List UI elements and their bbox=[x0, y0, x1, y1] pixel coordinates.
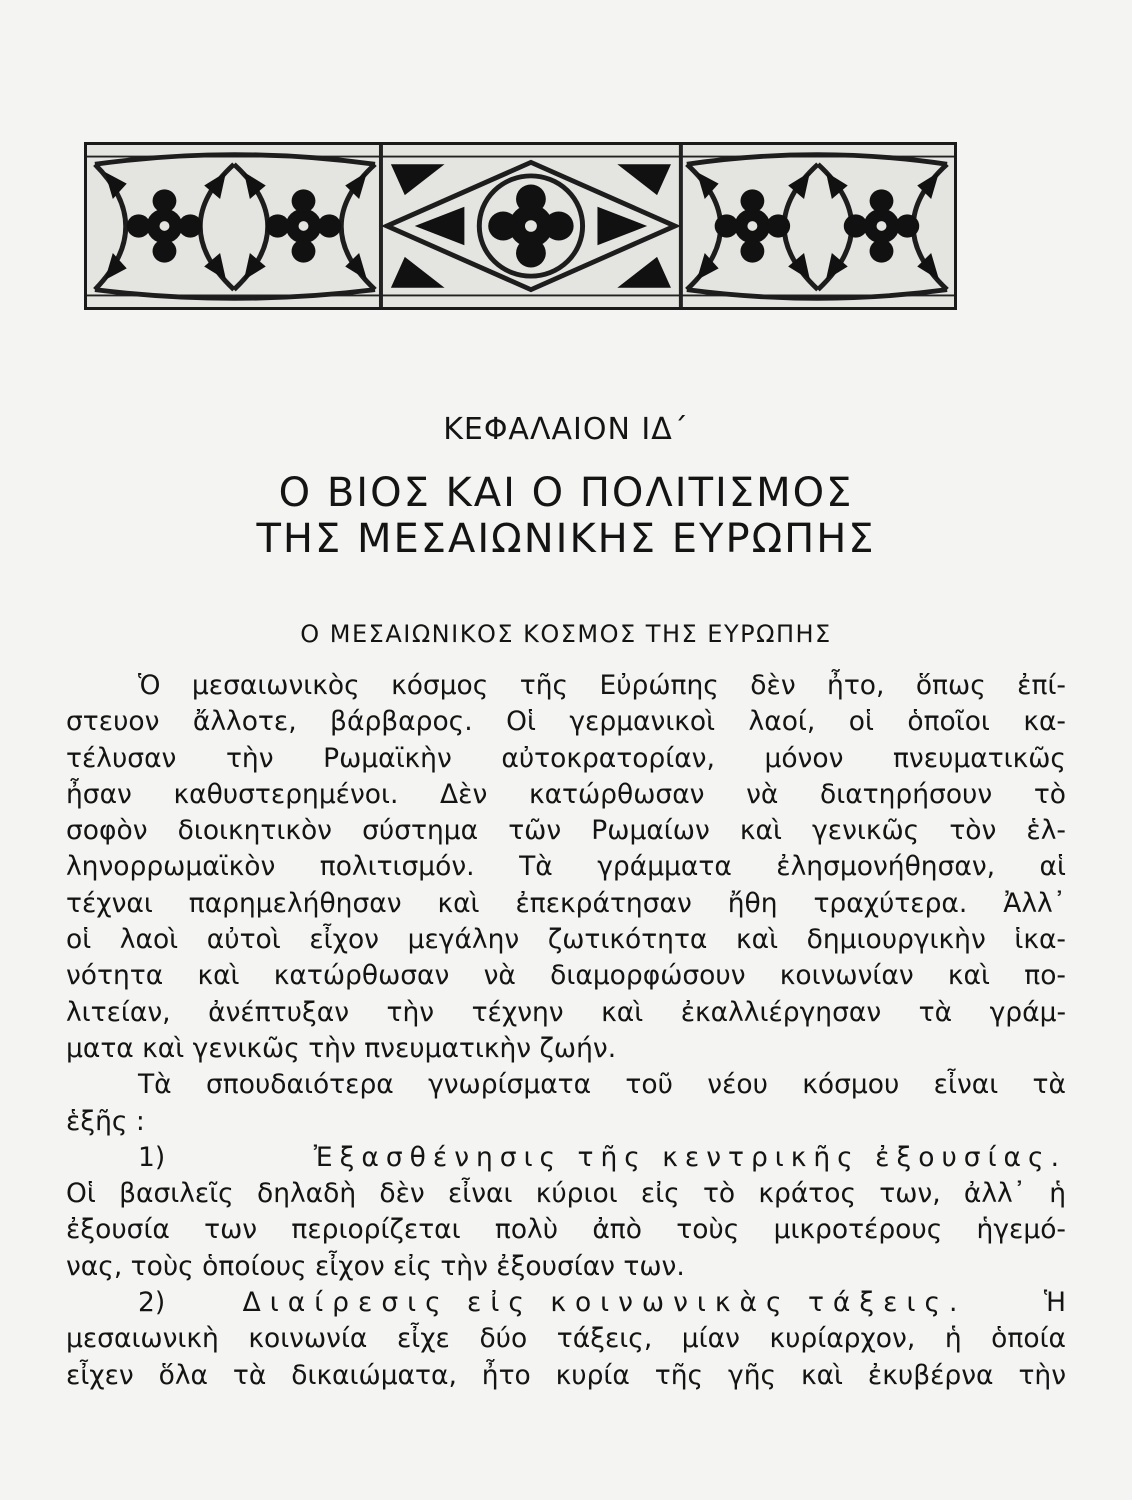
paragraph-1-line: Ὁ μεσαιωνικὸς κόσμος τῆς Εὐρώπης δὲν ἦτο, ὅπως ἐπί- bbox=[138, 670, 1066, 701]
item-1-number: 1) bbox=[138, 1141, 166, 1173]
paragraph-1-line: οἱ λαοὶ αὐτοὶ εἶχον μεγάλην ζωτικότητα καὶ δημιουργικὴν ἱκα- bbox=[66, 924, 1066, 956]
paragraph-1-line: ματα καὶ γενικῶς τὴν πνευματικὴν ζωήν. bbox=[66, 1032, 617, 1064]
paragraph-1-line: λιτείαν, ἀνέπτυξαν τὴν τέχνην καὶ ἐκαλλιέργησαν τὰ γράμ- bbox=[66, 996, 1066, 1028]
paragraph-1-line: τέχναι παρημελήθησαν καὶ ἐπεκράτησαν ἤθη τραχύτερα. Ἀλλ᾽ bbox=[66, 887, 1066, 919]
item-2-number: 2) bbox=[138, 1287, 166, 1319]
item-2-tail: Ἡ bbox=[1043, 1287, 1066, 1319]
item-2-line: εἶχεν ὅλα τὰ δικαιώματα, ἦτο κυρία τῆς γῆς καὶ ἐκυβέρνα τὴν bbox=[66, 1359, 1066, 1391]
paragraph-2-line: ἑξῆς : bbox=[66, 1105, 145, 1137]
item-1-line: νας, τοὺς ὁποίους εἶχον εἰς τὴν ἐξουσίαν των. bbox=[66, 1250, 685, 1282]
paragraph-1-line: ληνορρωμαϊκὸν πολιτισμόν. Τὰ γράμματα ἐλησμονήθησαν, αἱ bbox=[66, 851, 1066, 883]
chapter-label: ΚΕΦΑΛΑΙΟΝ ΙΔ΄ bbox=[443, 412, 689, 447]
gothic-ornament-band bbox=[84, 142, 957, 310]
item-1-heading-line bbox=[66, 1140, 1066, 1176]
item-2-heading-line bbox=[66, 1285, 1066, 1321]
paragraph-2-line: Τὰ σπουδαιότερα γνωρίσματα τοῦ νέου κόσμου εἶναι τὰ bbox=[138, 1069, 1066, 1101]
item-1-line: Οἱ βασιλεῖς δηλαδὴ δὲν εἶναι κύριοι εἰς τὸ κράτος των, ἀλλ᾽ ἡ bbox=[66, 1178, 1066, 1210]
body-text bbox=[66, 668, 1066, 1394]
paragraph-1-line: ἦσαν καθυστερημένοι. Δὲν κατώρθωσαν νὰ διατηρήσουν τὸ bbox=[66, 778, 1066, 810]
section-heading: Ο ΜΕΣΑΙΩΝΙΚΟΣ ΚΟΣΜΟΣ ΤΗΣ ΕΥΡΩΠΗΣ bbox=[300, 620, 832, 648]
paragraph-1-line: στευον ἄλλοτε, βάρβαρος. Οἱ γερμανικοὶ λαοί, οἱ ὁποῖοι κα- bbox=[66, 706, 1066, 738]
item-1-line: ἐξουσία των περιορίζεται πολὺ ἀπὸ τοὺς μικροτέρους ἡγεμό- bbox=[66, 1214, 1066, 1246]
item-2-heading: Διαίρεσις εἰς κοινωνικὰς τάξεις. bbox=[242, 1287, 967, 1319]
paragraph-1-line: τέλυσαν τὴν Ρωμαϊκὴν αὐτοκρατορίαν, μόνον πνευματικῶς bbox=[66, 742, 1066, 774]
paragraph-1-line: νότητα καὶ κατώρθωσαν νὰ διαμορφώσουν κοινωνίαν καὶ πο- bbox=[66, 960, 1066, 992]
tracery-icon bbox=[87, 145, 954, 307]
chapter-title-line-2: ΤΗΣ ΜΕΣΑΙΩΝΙΚΗΣ ΕΥΡΩΠΗΣ bbox=[256, 516, 876, 562]
paragraph-1-line: σοφὸν διοικητικὸν σύστημα τῶν Ρωμαίων καὶ γενικῶς τὸν ἑλ- bbox=[66, 815, 1066, 847]
item-2-line: μεσαιωνικὴ κοινωνία εἶχε δύο τάξεις, μίαν κυρίαρχον, ἡ ὁποία bbox=[66, 1323, 1066, 1355]
item-1-heading: Ἐξασθένησις τῆς κεντρικῆς ἐξουσίας. bbox=[313, 1141, 1066, 1173]
chapter-title-line-1: Ο ΒΙΟΣ ΚΑΙ Ο ΠΟΛΙΤΙΣΜΟΣ bbox=[278, 470, 854, 516]
